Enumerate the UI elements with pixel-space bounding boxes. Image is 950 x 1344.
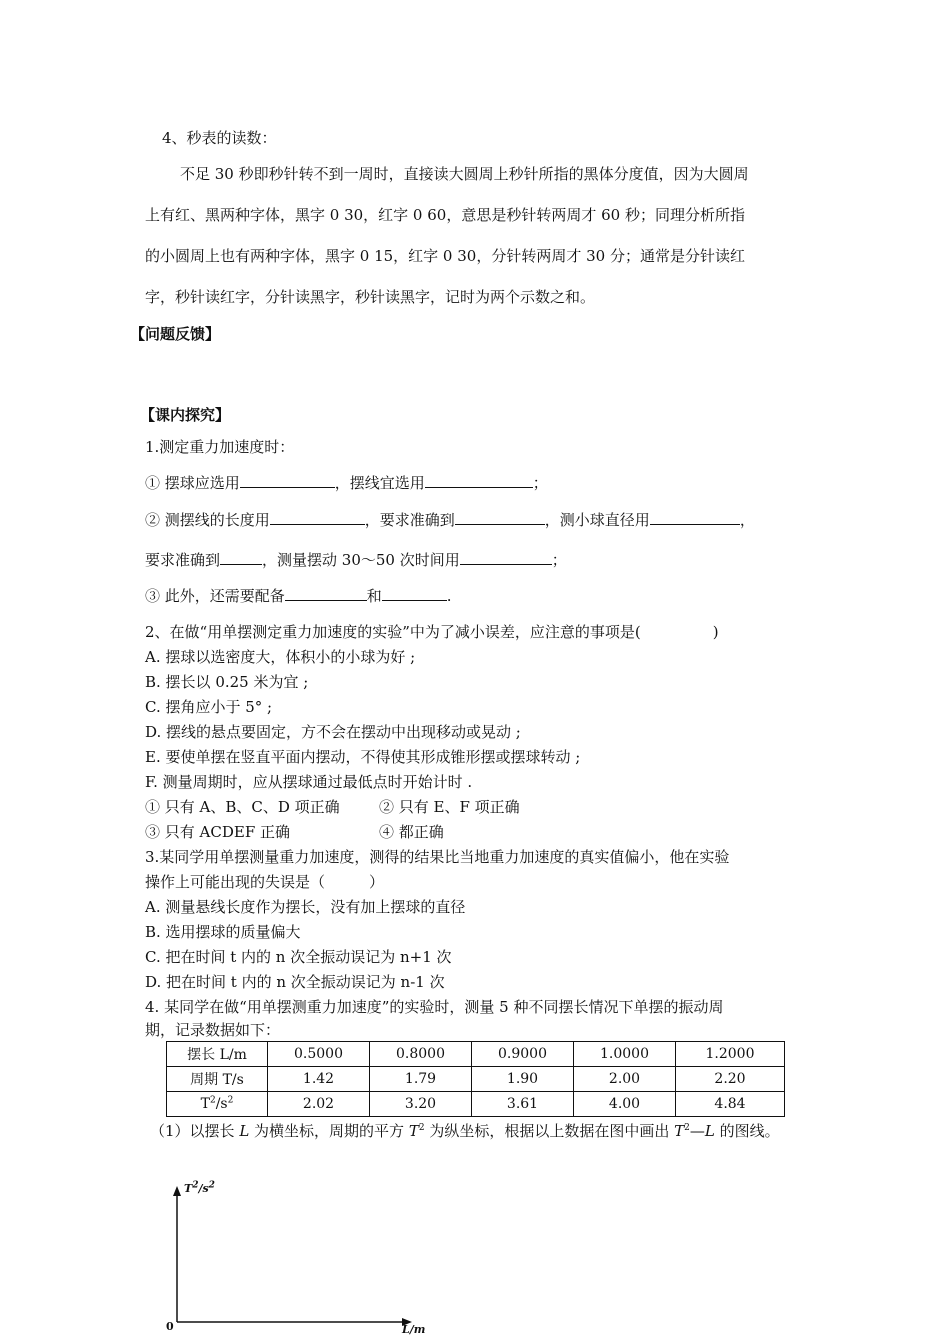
table-cell: 1.42 xyxy=(268,1067,370,1092)
q1-blank-extra-2[interactable] xyxy=(382,586,447,601)
q1-title: 1.测定重力加速度时： xyxy=(145,438,295,456)
feedback-heading: 【问题反馈】 xyxy=(130,325,221,343)
q4-stem-line2: 期，记录数据如下： xyxy=(145,1021,281,1039)
q1-line4-text-b: 和 xyxy=(366,587,382,605)
table-cell: 2.00 xyxy=(574,1067,676,1092)
x-axis-label xyxy=(402,1323,425,1336)
table-row xyxy=(167,1092,785,1117)
q1-blank-string[interactable] xyxy=(425,473,533,488)
q1-line3-text-c: ； xyxy=(551,551,567,569)
row-label-t: T xyxy=(200,1096,210,1112)
q1-line1-text-c: ； xyxy=(532,474,548,492)
q3-option-a: A. 测量悬线长度作为摆长，没有加上摆球的直径 xyxy=(145,898,466,916)
section4-paragraph-line2: 上有红、黑两种字体，黑字 0 30，红字 0 60，意思是秒针转两周才 60 秒；同理分析所指 xyxy=(145,206,745,224)
table-row xyxy=(167,1067,785,1092)
section4-heading: 4、秒表的读数： xyxy=(162,129,277,147)
q1-blank-length-precision[interactable] xyxy=(455,510,545,525)
q3-stem-line2 xyxy=(145,872,384,892)
q2-option-e: E. 要使单摆在竖直平面内摆动，不得使其形成锥形摆或摆球转动 ; xyxy=(145,748,581,766)
q2-option-c: C. 摆角应小于 5° ; xyxy=(145,698,273,716)
table-cell: 3.61 xyxy=(472,1092,574,1117)
table-cell: 0.9000 xyxy=(472,1042,574,1067)
q1-line2-text-a: ② 测摆线的长度用 xyxy=(145,511,270,529)
q2-option-d: D. 摆线的悬点要固定，方不会在摆动中出现移动或晃动 ; xyxy=(145,723,521,741)
q4-instr-e: 的图线。 xyxy=(714,1122,780,1140)
y-axis-arrow xyxy=(173,1186,181,1196)
q1-line3-text-b: ，测量摆动 30～50 次时间用 xyxy=(262,551,460,569)
table-cell: 1.90 xyxy=(472,1067,574,1092)
q2-option-f: F. 测量周期时，应从摆球通过最低点时开始计时 . xyxy=(145,773,473,791)
q2-stem xyxy=(145,622,719,642)
q4-instr-l2: L xyxy=(704,1122,715,1140)
table-cell: 0.5000 xyxy=(268,1042,370,1067)
table-cell: 3.20 xyxy=(370,1092,472,1117)
q4-instr-a: （1）以摆长 xyxy=(150,1122,240,1140)
q2-choice-2: ② 只有 E、F 项正确 xyxy=(379,798,520,816)
q1-line2-text-b: ，要求准确到 xyxy=(364,511,455,529)
q1-blank-ball[interactable] xyxy=(240,473,335,488)
table-cell: 1.0000 xyxy=(574,1042,676,1067)
q1-line1-text-a: ① 摆球应选用 xyxy=(145,474,240,492)
table-cell: 0.8000 xyxy=(370,1042,472,1067)
q1-line3 xyxy=(145,550,567,570)
q2-choice-4: ④ 都正确 xyxy=(379,823,444,841)
q1-line4 xyxy=(145,586,452,606)
y-axis-label-unit: /s xyxy=(198,1182,209,1195)
row-label-period-squared: $T^2/s^2$ xyxy=(167,1092,268,1117)
q2-option-b: B. 摆长以 0.25 米为宜 ; xyxy=(145,673,309,691)
table-cell: 2.02 xyxy=(268,1092,370,1117)
table-cell: 4.84 xyxy=(676,1092,785,1117)
x-axis-label-unit: /m xyxy=(409,1323,426,1336)
q2-option-a: A. 摆球以选密度大，体积小的小球为好 ; xyxy=(145,648,416,666)
table-cell: 1.2000 xyxy=(676,1042,785,1067)
y-axis-label-symbol: T xyxy=(184,1182,193,1195)
q3-option-d: D. 把在时间 t 内的 n 次全振动误记为 n-1 次 xyxy=(145,973,445,991)
row-label-unit: /s xyxy=(215,1096,228,1112)
q4-instr-t2: T xyxy=(674,1122,685,1140)
q1-line4-text-a: ③ 此外，还需要配备 xyxy=(145,587,285,605)
q4-instr-l1: L xyxy=(239,1122,250,1140)
q1-line2-text-c: ，测小球直径用 xyxy=(544,511,650,529)
q1-blank-extra-1[interactable] xyxy=(285,586,367,601)
data-table xyxy=(166,1041,785,1117)
table-row xyxy=(167,1042,785,1067)
q1-blank-length-tool[interactable] xyxy=(270,510,365,525)
origin-label: 0 xyxy=(166,1320,174,1333)
q2-choice-1: ① 只有 A、B、C、D 项正确 xyxy=(145,798,340,816)
x-axis-label-symbol: L xyxy=(402,1323,410,1336)
q1-line1-text-b: ，摆线宜选用 xyxy=(334,474,425,492)
row-label-length: 摆长 L/m xyxy=(167,1042,268,1067)
q1-line2-text-d: ， xyxy=(739,511,755,529)
q3-option-b: B. 选用摆球的质量偏大 xyxy=(145,923,301,941)
q1-blank-diameter-precision[interactable] xyxy=(220,550,262,565)
q3-stem-text: 操作上可能出现的失误是（ xyxy=(145,873,326,891)
section4-paragraph-line1: 不足 30 秒即秒针转不到一周时，直接读大圆周上秒针所指的黑体分度值，因为大圆周 xyxy=(180,165,749,183)
q1-line3-text-a: 要求准确到 xyxy=(145,551,221,569)
q4-instr-t: T xyxy=(408,1122,419,1140)
y-axis-label: $T^2/s^2$ xyxy=(184,1180,215,1195)
section4-paragraph-line4: 字，秒针读红字，分针读黑字，秒针读黑字，记时为两个示数之和。 xyxy=(145,288,596,306)
q2-stem-text: 2、在做“用单摆测定重力加速度的实验”中为了减小误差，应注意的事项是( xyxy=(145,623,641,641)
q1-blank-diameter-tool[interactable] xyxy=(650,510,740,525)
q4-stem-line1: 4. 某同学在做“用单摆测重力加速度”的实验时，测量 5 种不同摆长情况下单摆的振动周 xyxy=(145,998,724,1016)
section4-paragraph-line3: 的小圆周上也有两种字体，黑字 0 15，红字 0 30，分针转两周才 30 分；通常是分针读红 xyxy=(145,247,745,265)
table-cell: 1.79 xyxy=(370,1067,472,1092)
q3-stem-line1: 3.某同学用单摆测量重力加速度，测得的结果比当地重力加速度的真实值偏小，他在实验 xyxy=(145,848,730,866)
q1-line1 xyxy=(145,473,548,493)
q4-instr-b: 为横坐标，周期的平方 xyxy=(249,1122,409,1140)
graph-axes xyxy=(150,1180,430,1340)
q1-line4-text-c: . xyxy=(446,587,452,605)
table-cell: 4.00 xyxy=(574,1092,676,1117)
q4-instr-c: 为纵坐标，根据以上数据在图中画出 xyxy=(424,1122,675,1140)
q2-choice-3: ③ 只有 ACDEF 正确 xyxy=(145,823,290,841)
q3-option-c: C. 把在时间 t 内的 n 次全振动误记为 n+1 次 xyxy=(145,948,452,966)
explore-heading: 【课内探究】 xyxy=(140,406,231,424)
q2-stem-end: ) xyxy=(712,623,719,641)
q1-blank-timer[interactable] xyxy=(460,550,552,565)
table-cell: 2.20 xyxy=(676,1067,785,1092)
row-label-period: 周期 T/s xyxy=(167,1067,268,1092)
graph-area[interactable] xyxy=(150,1180,430,1340)
q4-instruction: （1）以摆长 L 为横坐标，周期的平方 $T^2$ 为纵坐标，根据以上数据在图中画出 $T^2—L$ 的图线。 xyxy=(150,1122,780,1140)
q1-line2 xyxy=(145,510,755,530)
q4-instr-d: — xyxy=(689,1122,705,1140)
q3-stem-end: ） xyxy=(369,873,385,891)
